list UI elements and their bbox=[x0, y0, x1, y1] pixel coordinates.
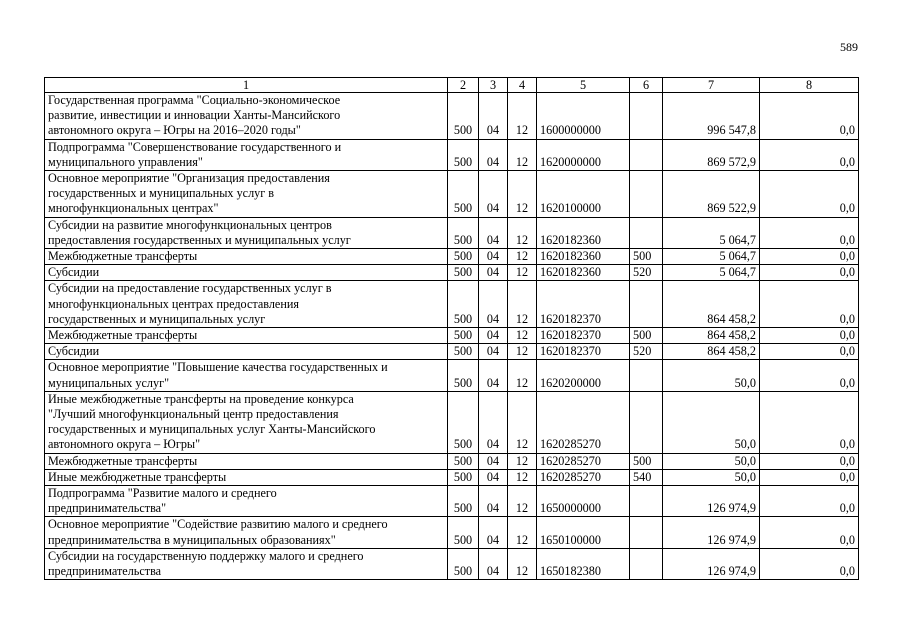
cell-col-6 bbox=[630, 486, 663, 517]
cell-col-2: 500 bbox=[448, 328, 479, 344]
cell-col-6 bbox=[630, 360, 663, 391]
cell-line: Иные межбюджетные трансферты bbox=[48, 469, 227, 484]
table-row bbox=[45, 265, 859, 281]
cell-col-2: 500 bbox=[448, 453, 479, 469]
cell-col-8: 0,0 bbox=[760, 93, 859, 140]
cell-col-8: 0,0 bbox=[760, 391, 859, 453]
cell-col-2: 500 bbox=[448, 548, 479, 579]
cell-col-1 bbox=[45, 328, 448, 344]
cell-line: предпринимательства bbox=[48, 564, 162, 579]
cell-col-3: 04 bbox=[479, 217, 508, 248]
cell-col-4: 12 bbox=[508, 344, 537, 360]
cell-line: предпринимательства" bbox=[48, 501, 167, 516]
table-row bbox=[45, 328, 859, 344]
cell-col-8: 0,0 bbox=[760, 139, 859, 170]
cell-col-5: 1650000000 bbox=[537, 486, 630, 517]
cell-col-7: 996 547,8 bbox=[663, 93, 760, 140]
cell-col-1 bbox=[45, 548, 448, 579]
cell-line: Основное мероприятие "Содействие развитию малого и среднего bbox=[48, 517, 388, 532]
cell-col-1 bbox=[45, 469, 448, 485]
cell-col-1 bbox=[45, 93, 448, 140]
cell-col-1 bbox=[45, 249, 448, 265]
cell-col-5: 1650100000 bbox=[537, 517, 630, 548]
header-row bbox=[45, 78, 859, 93]
page-number: 589 bbox=[840, 40, 858, 54]
cell-col-2: 500 bbox=[448, 517, 479, 548]
cell-col-1 bbox=[45, 453, 448, 469]
cell-line: автономного округа – Югры на 2016–2020 годы" bbox=[48, 123, 301, 138]
cell-col-4: 12 bbox=[508, 281, 537, 328]
cell-col-7: 869 572,9 bbox=[663, 139, 760, 170]
cell-col-4: 12 bbox=[508, 486, 537, 517]
table-row bbox=[45, 360, 859, 391]
cell-col-4: 12 bbox=[508, 453, 537, 469]
cell-col-7: 864 458,2 bbox=[663, 281, 760, 328]
cell-col-2: 500 bbox=[448, 281, 479, 328]
cell-col-7: 50,0 bbox=[663, 469, 760, 485]
cell-line: государственных и муниципальных услуг Ханты-Мансийского bbox=[48, 422, 376, 437]
cell-col-5: 1620182370 bbox=[537, 328, 630, 344]
cell-line: государственных и муниципальных услуг bbox=[48, 311, 266, 326]
cell-line: многофункциональных центрах" bbox=[48, 201, 219, 216]
cell-col-5: 1620182360 bbox=[537, 217, 630, 248]
cell-col-5: 1620285270 bbox=[537, 469, 630, 485]
cell-col-6: 500 bbox=[630, 453, 663, 469]
cell-col-3: 04 bbox=[479, 171, 508, 218]
cell-col-3: 04 bbox=[479, 517, 508, 548]
cell-col-6: 520 bbox=[630, 265, 663, 281]
cell-line: Основное мероприятие "Организация предоставления bbox=[48, 171, 330, 186]
table-row bbox=[45, 486, 859, 517]
cell-col-7: 126 974,9 bbox=[663, 548, 760, 579]
cell-col-6 bbox=[630, 281, 663, 328]
cell-col-5: 1620200000 bbox=[537, 360, 630, 391]
cell-col-8: 0,0 bbox=[760, 344, 859, 360]
cell-line: развитие, инвестиции и инновации Ханты-Мансийского bbox=[48, 108, 341, 123]
cell-line: "Лучший многофункциональный центр предоставления bbox=[48, 407, 339, 422]
cell-col-6 bbox=[630, 171, 663, 218]
cell-col-1 bbox=[45, 265, 448, 281]
table-row bbox=[45, 171, 859, 218]
cell-col-6: 520 bbox=[630, 344, 663, 360]
cell-col-1 bbox=[45, 517, 448, 548]
cell-col-2: 500 bbox=[448, 344, 479, 360]
cell-col-6: 500 bbox=[630, 328, 663, 344]
header-col-3: 3 bbox=[479, 78, 508, 93]
cell-col-8: 0,0 bbox=[760, 328, 859, 344]
cell-col-7: 126 974,9 bbox=[663, 486, 760, 517]
cell-line: Подпрограмма "Совершенствование государственного и bbox=[48, 139, 342, 154]
cell-col-2: 500 bbox=[448, 486, 479, 517]
header-col-1: 1 bbox=[45, 78, 448, 93]
cell-col-8: 0,0 bbox=[760, 469, 859, 485]
cell-col-6 bbox=[630, 139, 663, 170]
budget-table bbox=[44, 77, 859, 580]
cell-col-4: 12 bbox=[508, 517, 537, 548]
cell-col-2: 500 bbox=[448, 360, 479, 391]
table-row bbox=[45, 249, 859, 265]
cell-line: государственных и муниципальных услуг в bbox=[48, 186, 275, 201]
cell-col-6: 540 bbox=[630, 469, 663, 485]
cell-line: Межбюджетные трансферты bbox=[48, 328, 198, 343]
cell-col-4: 12 bbox=[508, 171, 537, 218]
cell-col-2: 500 bbox=[448, 139, 479, 170]
cell-col-7: 5 064,7 bbox=[663, 249, 760, 265]
cell-col-4: 12 bbox=[508, 265, 537, 281]
cell-col-8: 0,0 bbox=[760, 171, 859, 218]
cell-col-4: 12 bbox=[508, 391, 537, 453]
table-row bbox=[45, 391, 859, 453]
cell-col-6 bbox=[630, 517, 663, 548]
cell-col-4: 12 bbox=[508, 249, 537, 265]
cell-line: предпринимательства в муниципальных образованиях" bbox=[48, 532, 336, 547]
cell-col-1 bbox=[45, 391, 448, 453]
table-row bbox=[45, 93, 859, 140]
cell-col-7: 50,0 bbox=[663, 360, 760, 391]
table-body bbox=[45, 93, 859, 580]
cell-col-1 bbox=[45, 281, 448, 328]
cell-line: муниципального управления" bbox=[48, 154, 203, 169]
cell-col-5: 1620182370 bbox=[537, 281, 630, 328]
cell-col-6 bbox=[630, 217, 663, 248]
cell-line: автономного округа – Югры" bbox=[48, 437, 201, 452]
cell-col-5: 1620182360 bbox=[537, 249, 630, 265]
cell-col-2: 500 bbox=[448, 469, 479, 485]
cell-col-3: 04 bbox=[479, 93, 508, 140]
cell-col-1 bbox=[45, 217, 448, 248]
header-col-4: 4 bbox=[508, 78, 537, 93]
cell-col-5: 1620285270 bbox=[537, 391, 630, 453]
table-row bbox=[45, 344, 859, 360]
cell-col-4: 12 bbox=[508, 93, 537, 140]
cell-col-4: 12 bbox=[508, 360, 537, 391]
cell-col-8: 0,0 bbox=[760, 217, 859, 248]
cell-line: Межбюджетные трансферты bbox=[48, 249, 198, 264]
cell-col-8: 0,0 bbox=[760, 453, 859, 469]
header-col-7: 7 bbox=[663, 78, 760, 93]
cell-col-3: 04 bbox=[479, 281, 508, 328]
cell-col-3: 04 bbox=[479, 265, 508, 281]
table-row bbox=[45, 453, 859, 469]
cell-line: Государственная программа "Социально-экономическое bbox=[48, 93, 341, 107]
cell-col-3: 04 bbox=[479, 486, 508, 517]
cell-col-1 bbox=[45, 486, 448, 517]
cell-col-1 bbox=[45, 171, 448, 218]
cell-col-5: 1620182370 bbox=[537, 344, 630, 360]
cell-col-5: 1650182380 bbox=[537, 548, 630, 579]
cell-col-8: 0,0 bbox=[760, 249, 859, 265]
cell-col-4: 12 bbox=[508, 328, 537, 344]
cell-col-8: 0,0 bbox=[760, 486, 859, 517]
table-row bbox=[45, 517, 859, 548]
cell-line: Субсидии bbox=[48, 344, 100, 359]
cell-line: многофункциональных центрах предоставления bbox=[48, 296, 299, 311]
cell-line: Субсидии bbox=[48, 265, 100, 280]
cell-col-7: 864 458,2 bbox=[663, 344, 760, 360]
cell-col-6 bbox=[630, 93, 663, 140]
cell-col-3: 04 bbox=[479, 360, 508, 391]
table-row bbox=[45, 281, 859, 328]
cell-col-2: 500 bbox=[448, 249, 479, 265]
cell-col-8: 0,0 bbox=[760, 548, 859, 579]
cell-col-3: 04 bbox=[479, 469, 508, 485]
cell-col-3: 04 bbox=[479, 328, 508, 344]
cell-col-3: 04 bbox=[479, 548, 508, 579]
cell-col-3: 04 bbox=[479, 344, 508, 360]
table-row bbox=[45, 469, 859, 485]
cell-col-8: 0,0 bbox=[760, 360, 859, 391]
cell-col-3: 04 bbox=[479, 139, 508, 170]
cell-col-4: 12 bbox=[508, 469, 537, 485]
cell-col-1 bbox=[45, 344, 448, 360]
table-row bbox=[45, 217, 859, 248]
cell-col-6: 500 bbox=[630, 249, 663, 265]
cell-col-7: 50,0 bbox=[663, 391, 760, 453]
cell-line: Субсидии на предоставление государственных услуг в bbox=[48, 281, 332, 296]
table-row bbox=[45, 139, 859, 170]
header-col-8: 8 bbox=[760, 78, 859, 93]
cell-col-1 bbox=[45, 139, 448, 170]
cell-col-2: 500 bbox=[448, 93, 479, 140]
cell-line: Основное мероприятие "Повышение качества государственных и bbox=[48, 360, 388, 375]
cell-line: Иные межбюджетные трансферты на проведение конкурса bbox=[48, 391, 354, 406]
cell-col-5: 1620285270 bbox=[537, 453, 630, 469]
cell-col-5: 1620100000 bbox=[537, 171, 630, 218]
cell-col-6 bbox=[630, 391, 663, 453]
header-col-6: 6 bbox=[630, 78, 663, 93]
cell-col-2: 500 bbox=[448, 265, 479, 281]
cell-col-8: 0,0 bbox=[760, 517, 859, 548]
cell-line: Подпрограмма "Развитие малого и среднего bbox=[48, 486, 277, 501]
header-col-5: 5 bbox=[537, 78, 630, 93]
cell-col-2: 500 bbox=[448, 217, 479, 248]
cell-col-7: 50,0 bbox=[663, 453, 760, 469]
cell-line: муниципальных услуг" bbox=[48, 375, 170, 390]
table-row bbox=[45, 548, 859, 579]
cell-col-5: 1600000000 bbox=[537, 93, 630, 140]
cell-col-7: 869 522,9 bbox=[663, 171, 760, 218]
cell-col-4: 12 bbox=[508, 548, 537, 579]
cell-col-3: 04 bbox=[479, 249, 508, 265]
cell-col-2: 500 bbox=[448, 171, 479, 218]
cell-line: Субсидии на государственную поддержку малого и среднего bbox=[48, 548, 364, 563]
cell-line: Субсидии на развитие многофункциональных центров bbox=[48, 217, 332, 232]
header-col-2: 2 bbox=[448, 78, 479, 93]
cell-col-7: 5 064,7 bbox=[663, 265, 760, 281]
cell-col-7: 864 458,2 bbox=[663, 328, 760, 344]
cell-line: Межбюджетные трансферты bbox=[48, 453, 198, 468]
cell-col-2: 500 bbox=[448, 391, 479, 453]
cell-col-6 bbox=[630, 548, 663, 579]
cell-col-8: 0,0 bbox=[760, 281, 859, 328]
cell-col-8: 0,0 bbox=[760, 265, 859, 281]
cell-col-4: 12 bbox=[508, 139, 537, 170]
cell-col-7: 126 974,9 bbox=[663, 517, 760, 548]
cell-col-4: 12 bbox=[508, 217, 537, 248]
cell-col-5: 1620000000 bbox=[537, 139, 630, 170]
cell-line: предоставления государственных и муниципальных услуг bbox=[48, 232, 351, 247]
cell-col-3: 04 bbox=[479, 453, 508, 469]
cell-col-7: 5 064,7 bbox=[663, 217, 760, 248]
cell-col-1 bbox=[45, 360, 448, 391]
cell-col-5: 1620182360 bbox=[537, 265, 630, 281]
cell-col-3: 04 bbox=[479, 391, 508, 453]
